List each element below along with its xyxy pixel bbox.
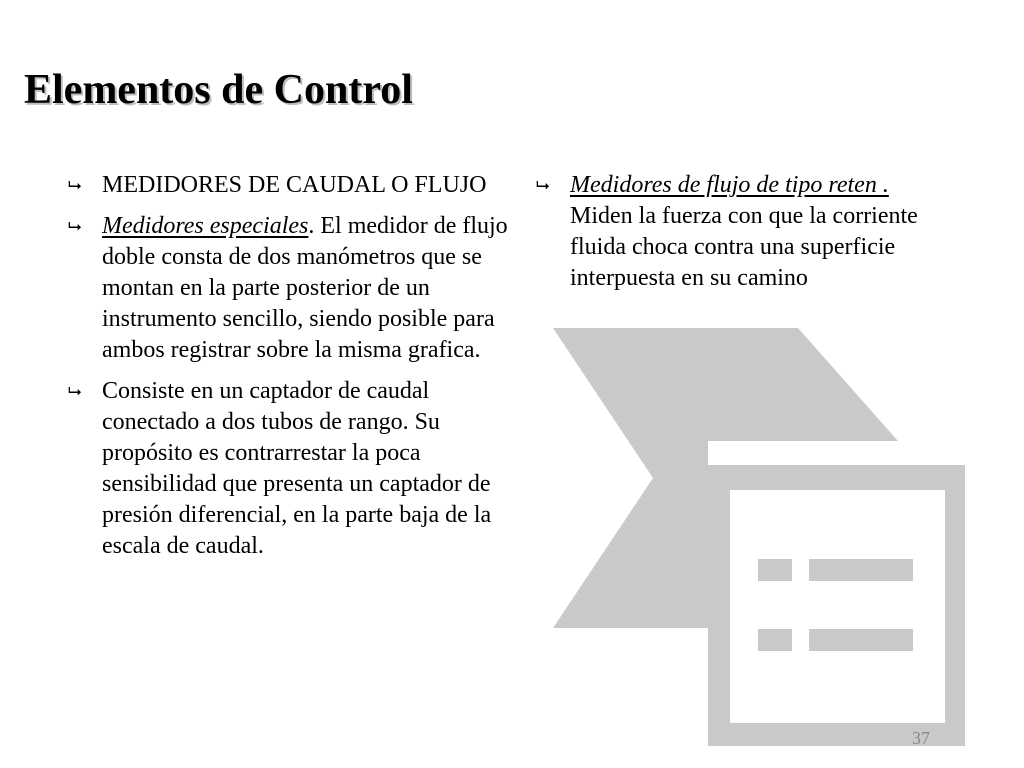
placeholder-line-shape <box>758 559 792 581</box>
page-number: 37 <box>912 728 930 748</box>
placeholder-line-shape <box>758 629 792 651</box>
bullet-item <box>68 376 508 562</box>
bullet-term: Medidores de flujo de tipo reten . <box>570 172 889 198</box>
right-column <box>536 170 956 304</box>
placeholder-line-shape <box>809 629 913 651</box>
placeholder-line-shape <box>809 559 913 581</box>
bullet-item <box>536 170 956 294</box>
bullet-term-punct: . <box>308 213 315 239</box>
check-arrow-icon: ⮡ <box>68 217 82 237</box>
bullet-term: Medidores especiales <box>102 213 309 239</box>
bullet-item <box>68 211 508 366</box>
check-arrow-icon: ⮡ <box>68 176 82 196</box>
bullet-text: El medidor de flujo doble consta de dos manómetros que se montan en la parte posterior de un instrumento sencillo, siendo posible para ambos registrar sobre la misma grafica. <box>102 213 508 363</box>
bullet-text: Miden la fuerza con que la corriente fluida choca contra una superficie interpuesta en su camino <box>570 203 918 291</box>
check-arrow-icon: ⮡ <box>536 176 550 196</box>
bullet-heading: MEDIDORES DE CAUDAL O FLUJO <box>102 172 487 198</box>
bullet-text: Consiste en un captador de caudal conectado a dos tubos de rango. Su propósito es contrarrestar la poca sensibilidad que presenta un captador de presión diferencial, en la parte baja de la escala de caudal. <box>102 378 492 559</box>
check-arrow-icon: ⮡ <box>68 382 82 402</box>
placeholder-frame-shape <box>708 465 965 746</box>
slide-title: Elementos de Control <box>24 67 413 113</box>
left-column <box>68 170 508 572</box>
bullet-item <box>68 170 508 201</box>
picture-placeholder-icon <box>553 328 965 746</box>
